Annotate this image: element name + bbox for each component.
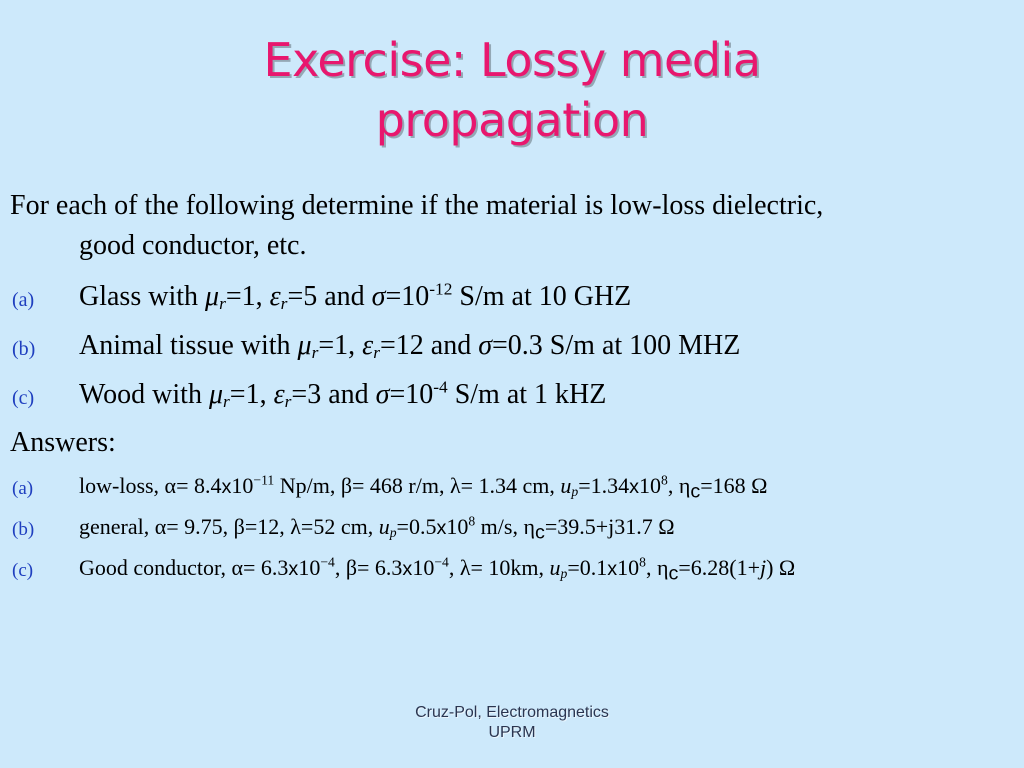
intro-line-1: For each of the following determine if the material is low-loss dielectric, — [10, 190, 824, 221]
times-sign: x — [607, 558, 618, 580]
epsilon-value: =12 and — [379, 330, 479, 361]
frequency-text: S/m at 1 kHZ — [447, 379, 607, 410]
answer-part: low-loss, α= 8.4 — [79, 473, 222, 498]
u-subscript: p — [560, 566, 568, 581]
epsilon-subscript: r — [373, 342, 380, 362]
intro-line-2: good conductor, etc. — [79, 230, 307, 261]
exponent: −11 — [253, 472, 275, 488]
answer-part: , λ= 10km, — [448, 555, 550, 580]
answer-part: 10 — [412, 555, 435, 580]
epsilon-value: =3 and — [291, 379, 376, 410]
epsilon-symbol: ε — [362, 330, 374, 361]
question-marker: (a) — [12, 289, 35, 311]
answer-text — [79, 472, 768, 503]
sigma-exponent: -12 — [429, 279, 453, 299]
mu-subscript: r — [223, 391, 230, 411]
sigma-symbol: σ — [478, 330, 493, 361]
mu-value: =1, — [229, 379, 274, 410]
question-a — [0, 281, 1024, 317]
answer-part: =1.34 — [578, 473, 630, 498]
times-sign: x — [629, 476, 640, 498]
answer-part: Np/m, β= 468 r/m, λ= 1.34 cm, — [274, 473, 561, 498]
title-line-1: Exercise: Lossy media — [263, 33, 761, 87]
answer-part: , η — [645, 555, 669, 580]
question-marker: (b) — [12, 338, 36, 360]
answer-part: =39.5+j31.7 Ω — [544, 514, 675, 539]
sigma-value: =0.3 S/m at 100 MHZ — [492, 330, 741, 361]
eta-subscript: c — [534, 521, 545, 544]
answer-part: =0.1 — [567, 555, 608, 580]
intro-text — [10, 186, 1010, 266]
exponent: 8 — [661, 472, 668, 488]
answer-part: 10 — [617, 555, 640, 580]
question-text — [79, 330, 740, 362]
material-name: Glass with — [79, 281, 205, 312]
sigma-symbol: σ — [371, 281, 386, 312]
epsilon-subscript: r — [280, 293, 288, 313]
answer-part: m/s, η — [475, 514, 535, 539]
eta-subscript: c — [690, 480, 701, 503]
answer-part: , β= 6.3 — [334, 555, 403, 580]
sigma-value: =10 — [385, 281, 430, 312]
slide-title — [0, 30, 1024, 150]
answer-part: 10 — [298, 555, 321, 580]
question-c — [0, 379, 1024, 415]
mu-subscript: r — [219, 293, 226, 313]
sigma-symbol: σ — [375, 379, 390, 410]
u-symbol: u — [549, 555, 561, 580]
material-name: Animal tissue with — [79, 330, 298, 361]
slide-footer — [362, 703, 662, 743]
answer-part: =168 Ω — [700, 473, 768, 498]
exponent: 8 — [639, 554, 646, 570]
question-text — [79, 379, 606, 411]
footer-line-2: UPRM — [488, 724, 536, 741]
sigma-value: =10 — [389, 379, 434, 410]
exponent: −4 — [434, 554, 449, 570]
times-sign: x — [221, 476, 232, 498]
exponent: 8 — [468, 513, 476, 529]
mu-symbol: μ — [205, 281, 220, 312]
u-subscript: p — [571, 484, 579, 499]
answers-heading: Answers: — [10, 427, 116, 458]
eta-subscript: c — [668, 562, 679, 585]
answer-b — [0, 514, 1024, 544]
answer-part: 10 — [639, 473, 662, 498]
question-marker: (c) — [12, 387, 35, 409]
mu-value: =1, — [225, 281, 270, 312]
answer-c — [0, 555, 1024, 585]
times-sign: x — [436, 517, 447, 539]
u-symbol: u — [560, 473, 572, 498]
answer-text — [79, 554, 796, 585]
times-sign: x — [288, 558, 299, 580]
epsilon-symbol: ε — [273, 379, 285, 410]
sigma-exponent: -4 — [433, 377, 448, 397]
mu-symbol: μ — [208, 379, 224, 410]
epsilon-subscript: r — [284, 391, 292, 411]
answer-part: Good conductor, α= 6.3 — [79, 555, 289, 580]
epsilon-value: =5 and — [287, 281, 372, 312]
mu-value: =1, — [318, 330, 363, 361]
answer-marker: (b) — [12, 519, 35, 540]
answer-marker: (c) — [12, 560, 34, 581]
answer-marker: (a) — [12, 478, 34, 499]
u-symbol: u — [378, 514, 390, 539]
answer-part: 10 — [231, 473, 254, 498]
footer-line-1: Cruz-Pol, Electromagnetics — [415, 704, 609, 721]
mu-subscript: r — [311, 342, 319, 362]
answer-part: =6.28(1+ — [678, 555, 760, 580]
question-text — [79, 281, 631, 313]
answer-a — [0, 473, 1024, 503]
exponent: −4 — [320, 554, 335, 570]
answer-part: =0.5 — [396, 514, 437, 539]
mu-symbol: μ — [297, 330, 312, 361]
epsilon-symbol: ε — [269, 281, 281, 312]
u-subscript: p — [389, 525, 397, 540]
j-symbol: j — [759, 555, 767, 580]
answer-text — [79, 513, 675, 544]
answer-part: 10 — [446, 514, 469, 539]
answer-part: , η — [667, 473, 691, 498]
frequency-text: S/m at 10 GHZ — [452, 281, 632, 312]
material-name: Wood with — [79, 379, 209, 410]
answer-part: ) Ω — [766, 555, 796, 580]
times-sign: x — [402, 558, 413, 580]
title-line-2: propagation — [375, 93, 649, 147]
answer-part: general, α= 9.75, β=12, λ=52 cm, — [79, 514, 379, 539]
question-b — [0, 330, 1024, 366]
